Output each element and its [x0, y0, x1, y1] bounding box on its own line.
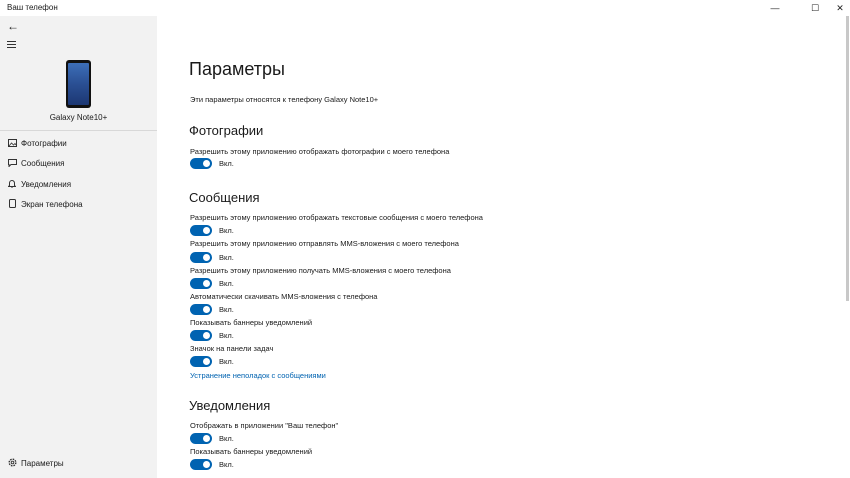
bell-icon [7, 175, 17, 195]
device-name: Galaxy Note10+ [49, 113, 108, 122]
toggle-state: Вкл. [219, 357, 234, 366]
message-icon [7, 154, 17, 174]
toggle-state: Вкл. [219, 159, 234, 168]
toggle-switch[interactable] [190, 433, 212, 444]
setting-label: Показывать баннеры уведомлений [190, 447, 313, 456]
toggle-state: Вкл. [219, 253, 234, 262]
toggle-state: Вкл. [219, 279, 234, 288]
setting-label: Отображать в приложении "Ваш телефон" [190, 421, 339, 430]
sidebar-item-photos[interactable] [0, 134, 157, 154]
photo-icon [7, 134, 17, 154]
back-arrow-icon[interactable]: ← [7, 19, 19, 33]
toggle-state: Вкл. [219, 226, 234, 235]
toggle-state: Вкл. [219, 460, 234, 469]
sidebar [0, 16, 157, 478]
toggle-state: Вкл. [219, 434, 234, 443]
window-title: Ваш телефон [7, 3, 58, 12]
minimize-button[interactable]: — [770, 3, 780, 13]
close-button[interactable]: ✕ [836, 3, 844, 13]
troubleshoot-messages-link[interactable]: Устранение неполадок с сообщениями [190, 371, 326, 380]
sidebar-item-messages[interactable] [0, 154, 157, 174]
sidebar-item-label: Фотографии [21, 139, 67, 148]
sidebar-item-label: Экран телефона [21, 200, 83, 209]
sidebar-divider [0, 130, 157, 131]
setting-label: Разрешить этому приложению отображать текстовые сообщения с моего телефона [190, 213, 483, 222]
gear-icon [7, 454, 17, 474]
section-title-messages: Сообщения [189, 190, 260, 205]
sidebar-item-label: Сообщения [21, 159, 65, 168]
setting-label: Автоматически скачивать MMS-вложения с телефона [190, 292, 378, 301]
scrollbar[interactable] [846, 16, 849, 301]
toggle-switch[interactable] [190, 459, 212, 470]
page-title: Параметры [189, 59, 285, 79]
setting-label: Разрешить этому приложению отправлять MMS-вложения с моего телефона [190, 239, 459, 248]
setting-label: Разрешить этому приложению отображать фотографии с моего телефона [190, 147, 450, 156]
toggle-switch[interactable] [190, 304, 212, 315]
sidebar-item-label: Уведомления [21, 180, 72, 189]
menu-icon[interactable] [7, 41, 16, 50]
toggle-switch[interactable] [190, 225, 212, 236]
sidebar-item-label: Параметры [21, 459, 64, 468]
phone-screen-icon [7, 195, 17, 215]
sidebar-item-notifications[interactable] [0, 175, 157, 195]
toggle-switch[interactable] [190, 356, 212, 367]
section-title-photos: Фотографии [189, 123, 264, 138]
sidebar-item-phone-screen[interactable] [0, 195, 157, 215]
toggle-state: Вкл. [219, 331, 234, 340]
toggle-switch[interactable] [190, 330, 212, 341]
toggle-switch[interactable] [190, 278, 212, 289]
setting-label: Значок на панели задач [190, 344, 274, 353]
setting-label: Разрешить этому приложению получать MMS-вложения с моего телефона [190, 266, 451, 275]
toggle-state: Вкл. [219, 305, 234, 314]
sidebar-item-settings[interactable] [0, 454, 157, 474]
page-subtitle: Эти параметры относятся к телефону Galaxy Note10+ [190, 95, 379, 104]
settings-panel [157, 16, 850, 478]
title-bar [0, 0, 850, 16]
toggle-switch[interactable] [190, 252, 212, 263]
section-title-notifications: Уведомления [189, 398, 271, 413]
maximize-button[interactable]: ☐ [810, 3, 820, 13]
toggle-switch[interactable] [190, 158, 212, 169]
phone-image [66, 60, 91, 108]
setting-label: Показывать баннеры уведомлений [190, 318, 313, 327]
